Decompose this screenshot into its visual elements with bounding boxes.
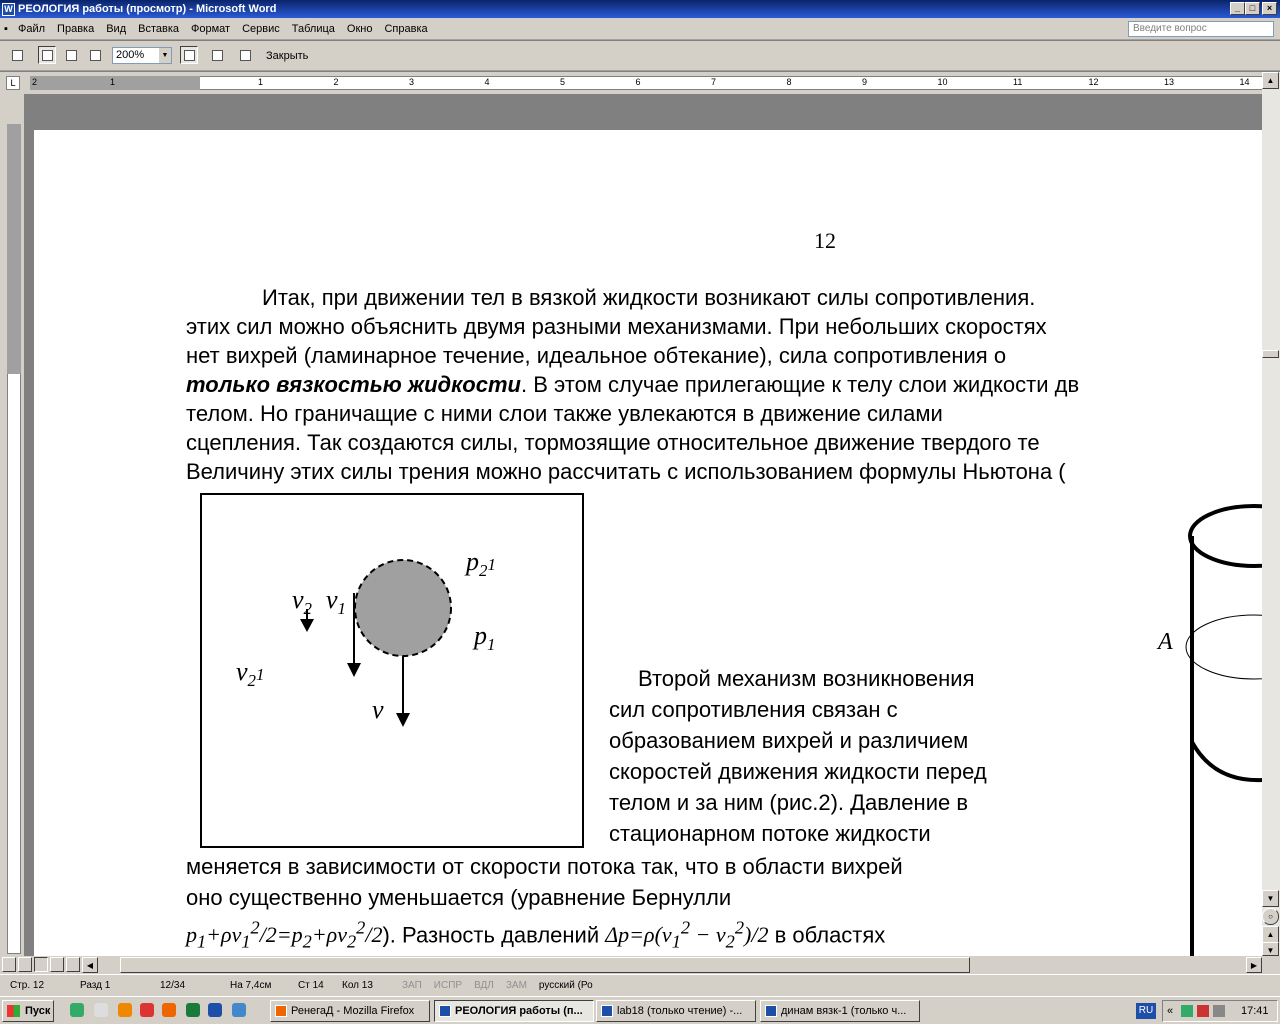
clock: 17:41 [1241, 1005, 1269, 1017]
next-page-button[interactable]: ▼ [1262, 942, 1279, 956]
formula-tail: в областях [774, 922, 886, 948]
tray-antivirus-icon[interactable] [1197, 1005, 1209, 1017]
web-view-button[interactable] [18, 957, 32, 972]
A-label: A [1158, 629, 1173, 655]
outline-view-button[interactable] [50, 957, 64, 972]
figure-box [200, 493, 584, 848]
full-screen-button[interactable] [236, 46, 254, 64]
menu-format[interactable]: Формат [191, 22, 231, 35]
status-ext[interactable]: ВДЛ [474, 980, 494, 991]
tray-network-icon[interactable] [1181, 1005, 1193, 1017]
ruler-number: 2 [333, 77, 339, 87]
text-line-3: нет вихрей (ламинарное течение, идеальное обтекание), сила сопротивления о [186, 343, 1007, 368]
start-label: Пуск [25, 1005, 51, 1017]
ruler-number: 14 [1239, 77, 1250, 87]
one-page-button[interactable] [62, 46, 80, 64]
ask-question-input[interactable]: Введите вопрос [1128, 21, 1274, 37]
tray-volume-icon[interactable] [1213, 1005, 1225, 1017]
ruler-icon [184, 50, 195, 61]
status-bar [0, 974, 1280, 996]
ruler-number: 7 [711, 77, 717, 87]
tab-selector-icon[interactable]: L [6, 76, 20, 90]
menu-bar [0, 18, 1280, 40]
page-gap [24, 94, 1262, 130]
minimize-button[interactable]: _ [1230, 2, 1245, 15]
task-word-lab18-label: lab18 (только чтение) -... [617, 1005, 743, 1017]
para2-line-7: меняется в зависимости от скорости потока так, что в области вихрей [186, 854, 903, 879]
formula-rest: . Разность давлений [389, 922, 600, 948]
bold-italic-phrase: только вязкостью жидкости [186, 372, 521, 397]
text-line-4-rest: . В этом случае прилегающие к телу слои жидкости дв [520, 372, 1080, 397]
p2-less-p1-label: $p_21$ [466, 547, 496, 581]
menu-file[interactable]: Файл [18, 22, 46, 35]
shrink-icon [212, 50, 223, 61]
print-view-button[interactable] [34, 957, 48, 972]
formula-line: $p_1+\rho v_1^2/2=p_2+\rho v_2^2/2$). Разность давлений $\Delta p=\rho(v_1^2 - v_2^2)/2$ в областях [186, 918, 886, 952]
ruler-number: 8 [786, 77, 792, 87]
v-label: v [372, 695, 384, 724]
print-button[interactable] [8, 46, 26, 64]
cylinder-figure [1154, 500, 1262, 956]
system-tray [1162, 1000, 1278, 1022]
ruler-track [30, 76, 1266, 90]
multiple-pages-icon [90, 50, 101, 61]
horizontal-ruler[interactable] [0, 72, 1280, 94]
text-line-2: этих сил можно объяснить двумя разными механизмами. При небольших скоростях [186, 314, 1047, 339]
quicklaunch-chrome-icon[interactable] [140, 1003, 154, 1017]
maximize-button[interactable]: □ [1245, 2, 1260, 15]
menu-insert[interactable]: Вставка [138, 22, 180, 35]
p1-label: $p_1$ [474, 621, 496, 655]
close-window-button[interactable]: × [1262, 2, 1277, 15]
hscroll-thumb[interactable] [120, 957, 970, 973]
magnifier-icon [42, 50, 53, 61]
text-line-1: Итак, при движении тел в вязкой жидкости возникают силы сопротивления. [262, 285, 1036, 310]
v2-label: $v_2$ [292, 585, 312, 619]
reading-view-button[interactable] [66, 957, 80, 972]
ruler-number: 6 [635, 77, 641, 87]
task-word-dinam-label: динам вязк-1 (только ч... [781, 1005, 907, 1017]
window-title: РЕОЛОГИЯ работы (просмотр) - Microsoft Word [18, 3, 277, 15]
status-section: Разд 1 [80, 980, 111, 991]
text-line-7: Величину этих силы трения можно рассчитать с использованием формулы Ньютона ( [186, 459, 1066, 484]
ruler-number: 5 [560, 77, 566, 87]
para2-line-6: стационарном потоке жидкости [609, 821, 931, 846]
full-screen-icon [240, 50, 251, 61]
task-word-reologia-label: РЕОЛОГИЯ работы (п... [455, 1005, 583, 1017]
quicklaunch-notepad-icon[interactable] [94, 1003, 108, 1017]
text-line-5: телом. Но граничащие с ними слои также увлекаются в движение силами [186, 401, 943, 426]
ruler-number: 13 [1164, 77, 1175, 87]
v2-less-v1-label: $v_21$ [236, 657, 265, 691]
menu-table[interactable]: Таблица [291, 22, 335, 35]
para2-line-1: Второй механизм возникновения [638, 666, 975, 691]
quicklaunch-excel-icon[interactable] [186, 1003, 200, 1017]
menu-tools[interactable]: Сервис [242, 22, 280, 35]
word-app-icon[interactable]: W [2, 3, 15, 16]
menu-view[interactable]: Вид [106, 22, 127, 35]
ruler-number: 1 [110, 77, 116, 87]
para2-line-8: оно существенно уменьшается (уравнение Бернулли [186, 885, 732, 910]
status-line: Ст 14 [298, 980, 324, 991]
status-language: русский (Ро [538, 980, 593, 991]
status-col: Кол 13 [342, 980, 373, 991]
status-position: На 7,4см [230, 980, 272, 991]
scroll-right-button[interactable]: ▶ [1246, 957, 1262, 973]
quicklaunch-app-icon[interactable] [118, 1003, 132, 1017]
printer-icon [12, 50, 23, 61]
normal-view-button[interactable] [2, 957, 16, 972]
view-ruler-button[interactable] [180, 46, 198, 64]
word-icon [601, 1005, 613, 1017]
language-indicator[interactable]: RU [1136, 1003, 1156, 1019]
firefox-icon [275, 1005, 287, 1017]
multiple-pages-button[interactable] [86, 46, 104, 64]
task-word-reologia[interactable] [434, 1000, 594, 1022]
status-page: Стр. 12 [10, 980, 45, 991]
page-number: 12 [814, 228, 836, 253]
zoom-value: 200% [116, 49, 145, 61]
task-word-lab18[interactable] [596, 1000, 756, 1022]
doc-menu-icon[interactable]: ▪ [4, 22, 8, 35]
para2-line-5: телом и за ним (рис.2). Давление в [609, 790, 969, 815]
v-arrow-head [396, 713, 410, 727]
sphere-body [355, 560, 451, 656]
document-page[interactable] [34, 130, 1262, 956]
windows-logo-icon [7, 1005, 20, 1017]
text-line-6: сцепления. Так создаются силы, тормозящие относительное движение твердого те [186, 430, 1040, 455]
magnifier-button[interactable] [38, 46, 56, 64]
quicklaunch-word-icon[interactable] [208, 1003, 222, 1017]
quicklaunch-firefox-icon[interactable] [162, 1003, 176, 1017]
status-rec[interactable]: ЗАП [402, 980, 422, 991]
ruler-number: 1 [258, 77, 264, 87]
ruler-number: 2 [32, 77, 38, 87]
taskbar [0, 996, 1280, 1024]
ruler-number: 9 [862, 77, 868, 87]
close-preview-button[interactable]: Закрыть [266, 50, 309, 62]
prev-page-button[interactable]: ▲ [1262, 926, 1279, 943]
task-firefox[interactable] [270, 1000, 430, 1022]
para2-line-2: сил сопротивления связан с [609, 697, 898, 722]
v1-arrow-head [347, 663, 361, 677]
menu-help[interactable]: Справка [384, 22, 428, 35]
ruler-number: 4 [484, 77, 490, 87]
one-page-icon [66, 50, 77, 61]
scroll-left-button[interactable]: ◀ [82, 957, 98, 973]
scroll-up-button[interactable]: ▲ [1262, 72, 1279, 89]
start-button[interactable] [2, 1000, 54, 1022]
quicklaunch-media-icon[interactable] [70, 1003, 84, 1017]
v1-label: $v_1$ [326, 585, 346, 619]
task-word-dinam[interactable] [760, 1000, 920, 1022]
text-line-4 [186, 370, 1079, 399]
horizontal-scrollbar[interactable] [0, 956, 1280, 974]
quicklaunch-ie-icon[interactable] [232, 1003, 246, 1017]
ruler-number: 10 [937, 77, 948, 87]
para2-line-4: скоростей движения жидкости перед [609, 759, 987, 784]
chevron-down-icon: ▼ [159, 48, 171, 63]
menu-window[interactable]: Окно [346, 22, 373, 35]
print-preview-toolbar [0, 41, 1280, 71]
ruler-number: 3 [409, 77, 415, 87]
vertical-ruler[interactable] [0, 94, 24, 956]
status-trk[interactable]: ИСПР [433, 980, 463, 991]
title-bar [0, 0, 1280, 18]
status-count: 12/34 [160, 980, 186, 991]
ruler-number: 11 [1013, 77, 1023, 87]
para2-line-3: образованием вихрей и различием [609, 728, 969, 753]
tray-chevron-icon[interactable]: « [1167, 1005, 1174, 1017]
shrink-to-fit-button[interactable] [208, 46, 226, 64]
word-icon [765, 1005, 777, 1017]
vertical-scrollbar[interactable] [1262, 72, 1280, 956]
scroll-thumb[interactable] [1262, 350, 1279, 358]
vruler-margin [7, 124, 21, 374]
scroll-down-button[interactable]: ▼ [1262, 890, 1279, 907]
zoom-select[interactable] [112, 47, 172, 64]
ruler-number: 12 [1088, 77, 1099, 87]
status-ovr[interactable]: ЗАМ [505, 980, 527, 991]
select-browse-object-button[interactable]: ○ [1262, 908, 1279, 925]
task-firefox-label: РенегаД - Mozilla Firefox [291, 1005, 415, 1017]
menu-edit[interactable]: Правка [57, 22, 95, 35]
word-icon [439, 1005, 451, 1017]
